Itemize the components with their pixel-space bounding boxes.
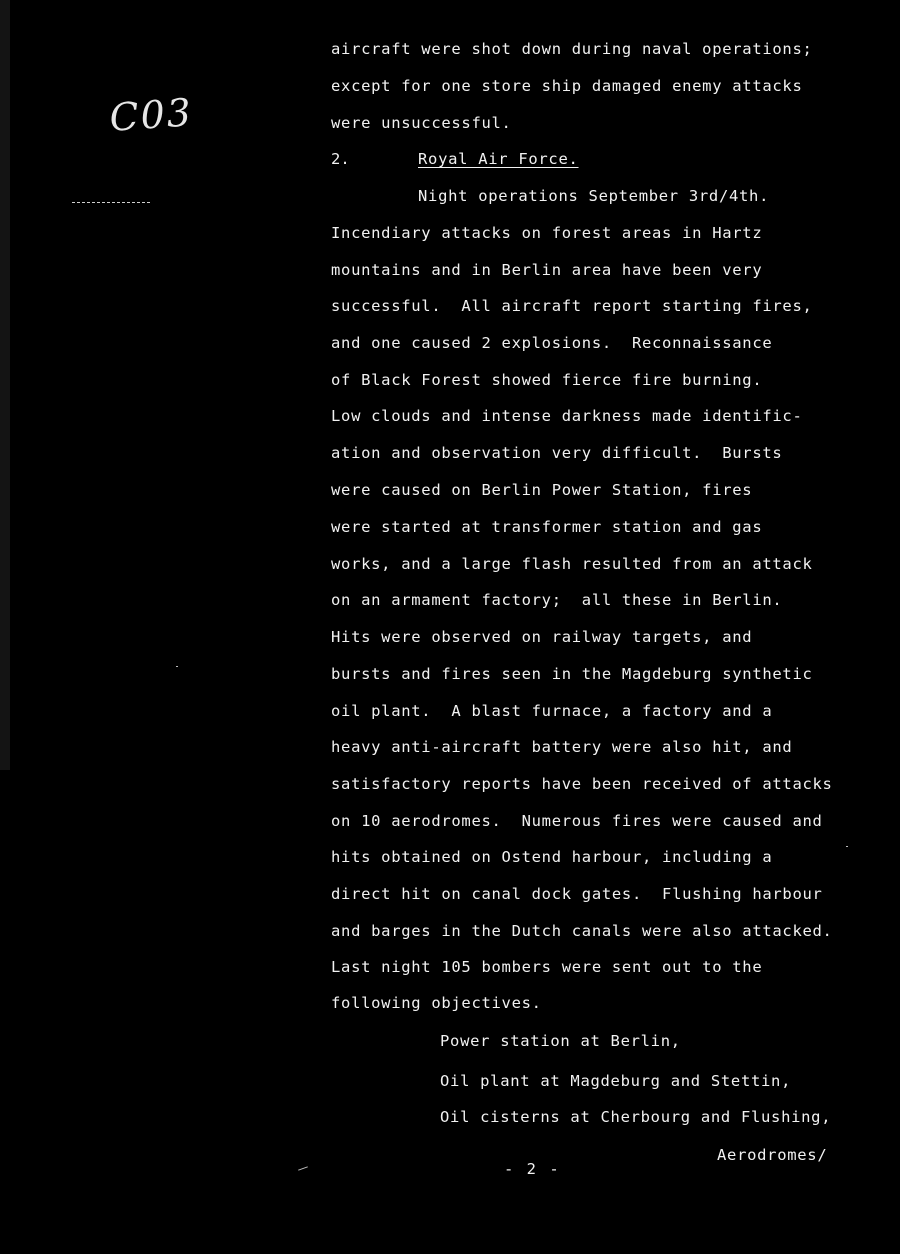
scan-edge: [0, 0, 10, 770]
objective-item: Oil plant at Magdeburg and Stettin,: [440, 1072, 792, 1090]
scan-speck: [176, 666, 178, 667]
body-line: and barges in the Dutch canals were also attacked.: [331, 922, 833, 940]
body-line: direct hit on canal dock gates. Flushing harbour: [331, 885, 823, 903]
body-line: and one caused 2 explosions. Reconnaissance: [331, 334, 773, 352]
body-line: heavy anti-aircraft battery were also hit, and: [331, 738, 793, 756]
body-line: were caused on Berlin Power Station, fires: [331, 481, 753, 499]
objective-item: Power station at Berlin,: [440, 1032, 681, 1050]
scan-speck: [298, 1166, 308, 1170]
margin-dash-mark: [72, 202, 150, 203]
body-line: mountains and in Berlin area have been very: [331, 261, 763, 279]
opening-line: except for one store ship damaged enemy attacks: [331, 77, 803, 95]
body-line: oil plant. A blast furnace, a factory and a: [331, 702, 773, 720]
body-line: bursts and fires seen in the Magdeburg synthetic: [331, 665, 813, 683]
objective-item: Oil cisterns at Cherbourg and Flushing,: [440, 1108, 832, 1126]
folio-mark: C03: [108, 90, 195, 140]
opening-line: aircraft were shot down during naval operations;: [331, 40, 813, 58]
catchword: Aerodromes/: [717, 1146, 828, 1164]
body-line: Hits were observed on railway targets, and: [331, 628, 753, 646]
body-line: successful. All aircraft report starting fires,: [331, 297, 813, 315]
body-line: works, and a large flash resulted from an attack: [331, 555, 813, 573]
body-line: on 10 aerodromes. Numerous fires were caused and: [331, 812, 823, 830]
body-line: were started at transformer station and gas: [331, 518, 763, 536]
body-line: on an armament factory; all these in Berlin.: [331, 591, 783, 609]
body-line: Low clouds and intense darkness made identific-: [331, 407, 803, 425]
opening-line: were unsuccessful.: [331, 114, 512, 132]
body-line: satisfactory reports have been received of attacks: [331, 775, 833, 793]
section-title: Royal Air Force.: [418, 150, 579, 168]
body-line: of Black Forest showed fierce fire burning.: [331, 371, 763, 389]
body-line: ation and observation very difficult. Bursts: [331, 444, 783, 462]
scan-speck: [846, 846, 848, 847]
body-line: Last night 105 bombers were sent out to the: [331, 958, 763, 976]
body-line: hits obtained on Ostend harbour, including a: [331, 848, 773, 866]
subheading: Night operations September 3rd/4th.: [418, 187, 770, 205]
section-number: 2.: [331, 150, 350, 168]
body-line: following objectives.: [331, 994, 542, 1012]
body-line: Incendiary attacks on forest areas in Hartz: [331, 224, 763, 242]
page-number: - 2 -: [504, 1160, 561, 1178]
